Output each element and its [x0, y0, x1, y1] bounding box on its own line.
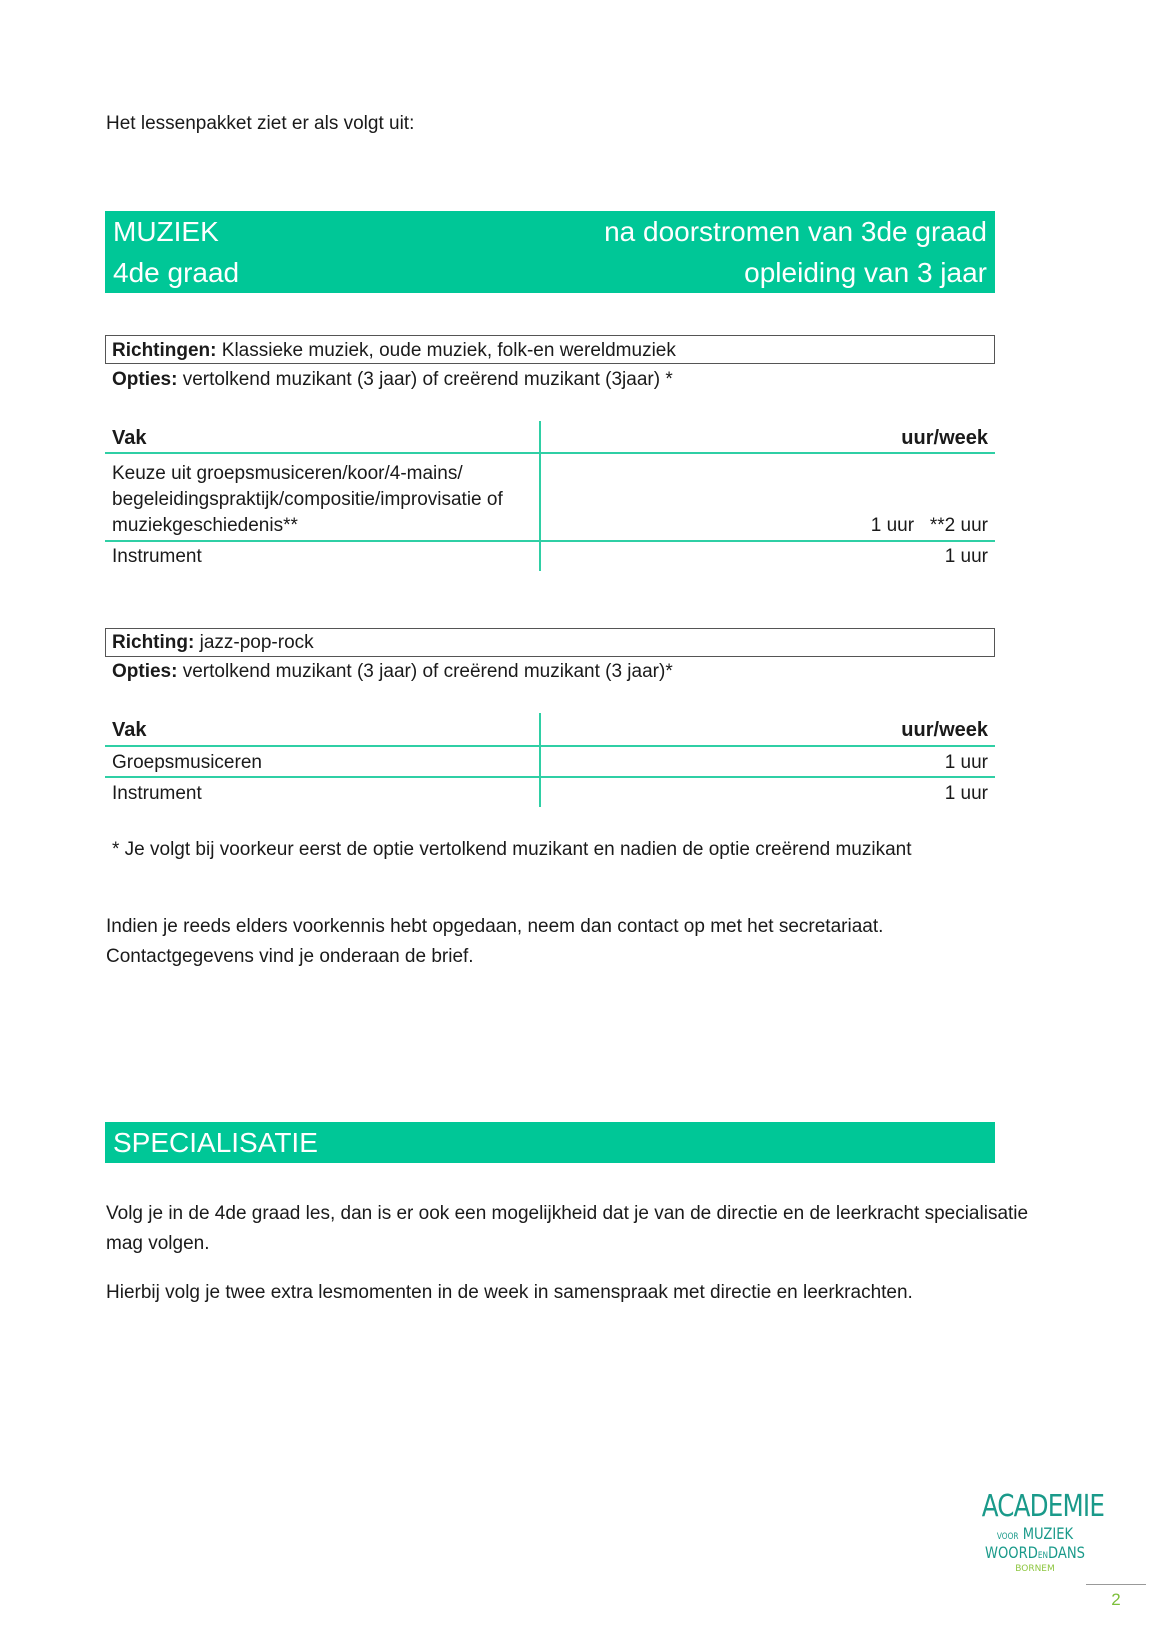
page-number: 2	[1111, 1590, 1121, 1609]
table1-row1-uur: 1 uur **2 uur	[870, 515, 988, 536]
banner-left-line2: 4de graad	[113, 257, 240, 288]
intro-text: Het lessenpakket ziet er als volgt uit:	[106, 113, 415, 134]
logo-line2: VOOR MUZIEK	[996, 1524, 1074, 1543]
contact-line-1: Indien je reeds elders voorkennis hebt opgedaan, neem dan contact op met het secretariaat.	[106, 916, 884, 937]
specialisatie-para1-line1: Volg je in de 4de graad les, dan is er ook een mogelijkheid dat je van de directie en de leerkracht specialisatie	[106, 1203, 1029, 1224]
table2-row2-vak: Instrument	[112, 783, 202, 804]
muziek-banner	[105, 211, 995, 293]
logo-line4: BORNEM	[1015, 1564, 1055, 1574]
table2-row2-uur: 1 uur	[944, 783, 988, 804]
opties-line-2	[112, 659, 673, 685]
specialisatie-para2: Hierbij volg je twee extra lesmomenten in de week in samenspraak met directie en leerkrachten.	[106, 1282, 913, 1303]
opties-line-1	[112, 367, 673, 393]
table2-rule	[105, 776, 995, 778]
table1-divider	[539, 421, 541, 571]
richting-value: jazz-pop-rock	[194, 632, 314, 653]
academie-logo	[970, 1489, 1105, 1590]
table2-row1-uur: 1 uur	[944, 752, 988, 773]
opties-value: vertolkend muzikant (3 jaar) of creërend muzikant (3 jaar)*	[177, 661, 673, 682]
specialisatie-title: SPECIALISATIE	[113, 1127, 318, 1158]
opties-label: Opties:	[112, 369, 178, 390]
table2-rule	[105, 745, 995, 747]
table2-divider	[539, 713, 541, 807]
table1-header-vak: Vak	[112, 427, 147, 449]
table1-row1-vak-line1: Keuze uit groepsmusiceren/koor/4-mains/	[112, 463, 463, 484]
specialisatie-para1-line2: mag volgen.	[106, 1233, 210, 1254]
logo-line3: WOORDENDANS	[984, 1543, 1086, 1562]
page-number-rule	[1086, 1584, 1146, 1585]
contact-line-2: Contactgegevens vind je onderaan de brief.	[106, 946, 474, 967]
logo-line1: ACADEMIE	[981, 1489, 1105, 1524]
banner-left-line1: MUZIEK	[113, 216, 219, 247]
table2-row1-vak: Groepsmusiceren	[112, 752, 262, 773]
table2-header-vak: Vak	[112, 719, 147, 741]
banner-right-line1: na doorstromen van 3de graad	[604, 216, 987, 247]
table1-rule	[105, 452, 995, 454]
specialisatie-banner	[105, 1122, 995, 1163]
opties-label: Opties:	[112, 661, 178, 682]
table1-header-uur: uur/week	[901, 427, 988, 449]
table1-row1-vak-line2: begeleidingspraktijk/compositie/improvisatie of	[112, 489, 503, 510]
banner-right-line2: opleiding van 3 jaar	[744, 257, 987, 288]
table1-row2-vak: Instrument	[112, 546, 202, 567]
table1-row2-uur: 1 uur	[944, 546, 988, 567]
richtingen-line	[112, 338, 676, 364]
richting-label: Richting:	[112, 632, 195, 653]
table1-rule	[105, 540, 995, 542]
richtingen-value: Klassieke muziek, oude muziek, folk-en wereldmuziek	[216, 340, 676, 361]
table1-row1-vak-line3: muziekgeschiedenis**	[112, 515, 298, 536]
table2-header-uur: uur/week	[901, 719, 988, 741]
richtingen-label: Richtingen:	[112, 340, 217, 361]
opties-value: vertolkend muzikant (3 jaar) of creërend muzikant (3jaar) *	[177, 369, 673, 390]
footnote: * Je volgt bij voorkeur eerst de optie vertolkend muzikant en nadien de optie creërend muzikant	[112, 839, 912, 860]
richting-line	[112, 630, 314, 656]
